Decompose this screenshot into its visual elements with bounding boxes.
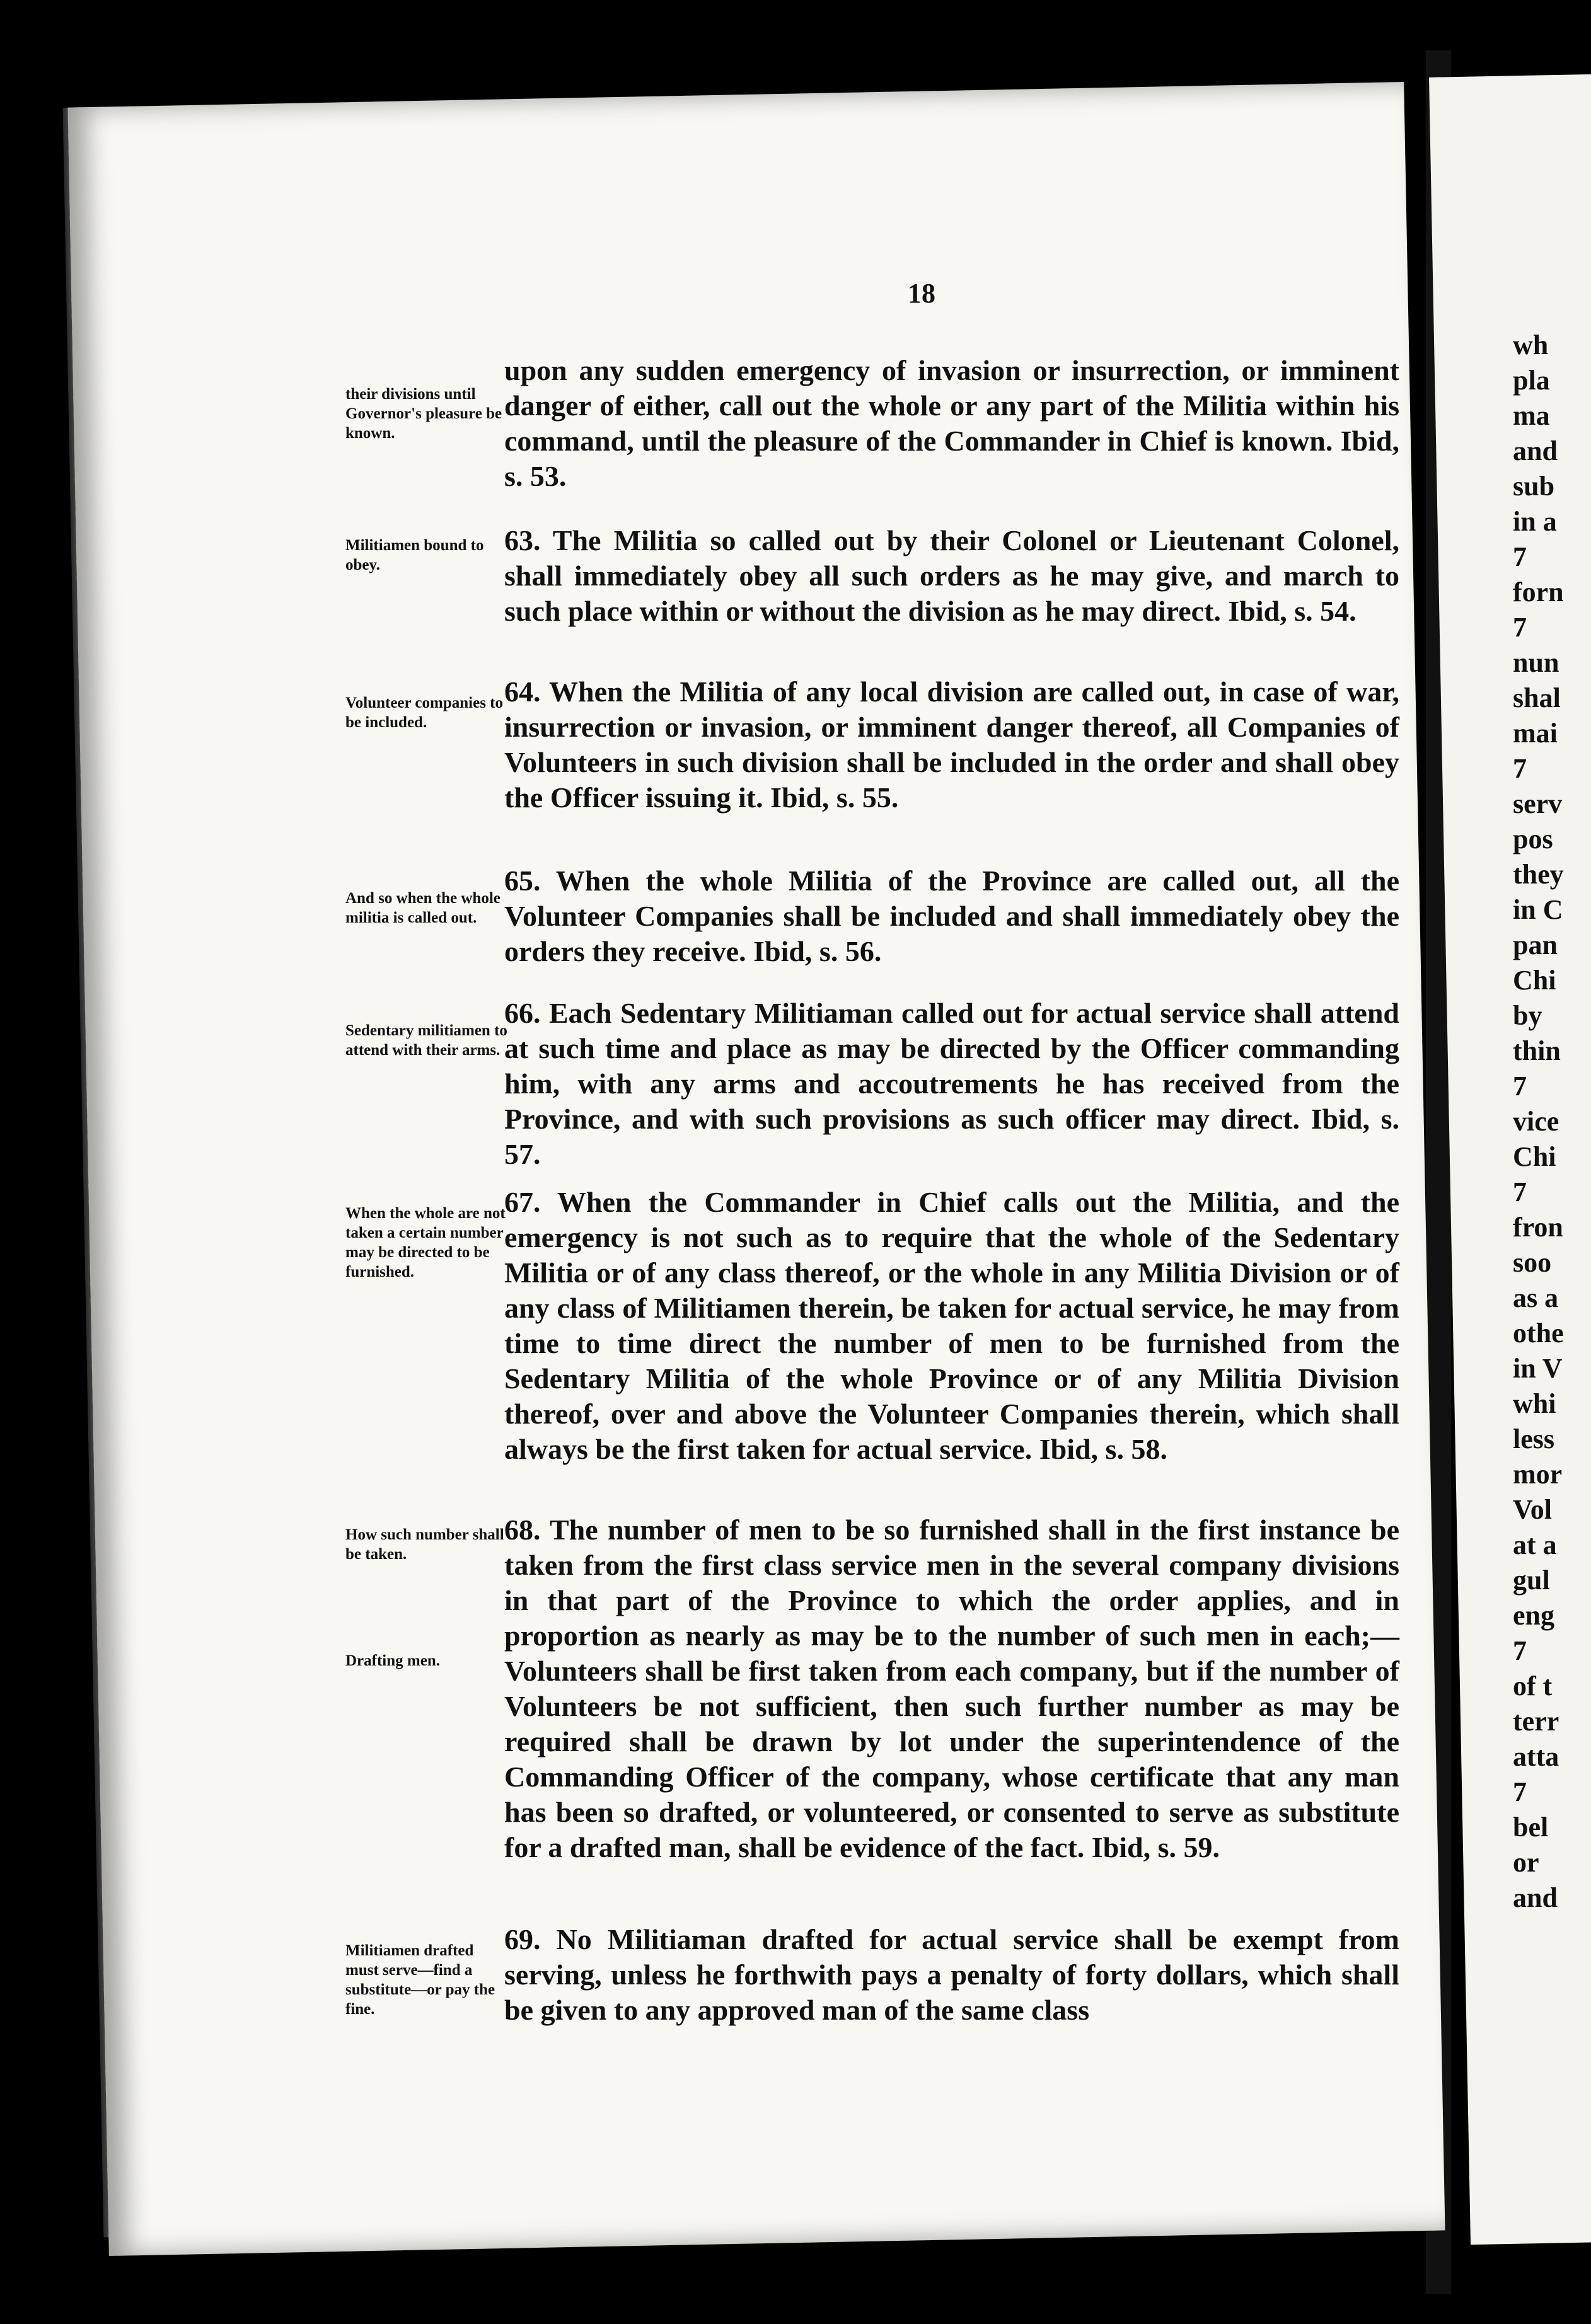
margin-note: How such number shall be taken. bbox=[345, 1526, 504, 1563]
fragment: gul bbox=[1513, 1565, 1550, 1596]
fragment: and bbox=[1513, 1882, 1558, 1913]
fragment: wh bbox=[1513, 330, 1549, 360]
fragment: less bbox=[1513, 1424, 1554, 1454]
margin-note: And so when the whole militia is called out. bbox=[345, 890, 500, 926]
fragment: bel bbox=[1513, 1812, 1549, 1843]
fragment: as a bbox=[1513, 1282, 1559, 1313]
section-paragraph: 67. When the Commander in Chief calls out the Militia, and the emergency is not such as to require that the whole of the Sedentary Militia or of any class thereof, or the whole in any Militia Division or of any class of Militiamen therein, be taken for actual service, he may from time to time direct the number of men to be furnished from the Sedentary Militia of the whole Province or of any Militia Division thereof, over and above the Volunteer Companies therein, which shall always be the first taken for actual service. Ibid, s. 58. bbox=[504, 1186, 1399, 1465]
fragment: othe bbox=[1513, 1318, 1564, 1349]
margin-note: When the whole are not taken a certain number may be directed to be furnished. bbox=[345, 1205, 506, 1280]
fragment: 7 bbox=[1513, 612, 1527, 643]
section-paragraph: 69. No Militiaman drafted for actual service shall be exempt from serving, unless he forthwith pays a penalty of forty dollars, which shall be given to any approved man of the same class bbox=[504, 1923, 1400, 2026]
fragment: pos bbox=[1513, 824, 1553, 854]
fragment: shal bbox=[1513, 682, 1561, 713]
fragment: pla bbox=[1513, 365, 1550, 396]
section-number: 64. bbox=[504, 676, 541, 708]
fragment: thin bbox=[1513, 1035, 1561, 1066]
fragment: in C bbox=[1513, 894, 1563, 925]
fragment: 7 bbox=[1513, 1776, 1527, 1807]
fragment: in V bbox=[1513, 1353, 1563, 1384]
fragment: or bbox=[1513, 1847, 1539, 1878]
fragment: fron bbox=[1513, 1212, 1563, 1243]
margin-note: Sedentary militiamen to attend with their arms. bbox=[345, 1022, 507, 1059]
fragment: 7 bbox=[1513, 1635, 1527, 1666]
fragment: soo bbox=[1513, 1247, 1552, 1278]
section-number: 65. bbox=[504, 865, 541, 897]
fragment: terr bbox=[1513, 1706, 1559, 1737]
fragment: 7 bbox=[1513, 1071, 1527, 1102]
section-paragraph: 64. When the Militia of any local division are called out, in case of war, insurrection or invasion, or imminent danger thereof, all Companies of Volunteers in such division shall be included in the order and shall obey the Officer issuing it. Ibid, s. 55. bbox=[504, 676, 1399, 814]
fragment: 7 bbox=[1513, 1176, 1527, 1207]
fragment: eng bbox=[1513, 1600, 1554, 1631]
page-number: 18 bbox=[908, 278, 935, 309]
section-number: 63. bbox=[504, 524, 541, 556]
fragment: atta bbox=[1513, 1741, 1559, 1772]
section-paragraph: 63. The Militia so called out by their Colonel or Lieutenant Colonel, shall immediately obey all such orders as he may give, and march to such place within or without the division as he may direct. Ibid, s. 54. bbox=[504, 524, 1399, 627]
fragment: 7 bbox=[1513, 753, 1527, 784]
fragment: and bbox=[1513, 435, 1558, 466]
fragment: of t bbox=[1513, 1671, 1553, 1701]
fragment: vice bbox=[1513, 1106, 1559, 1137]
fragment: sub bbox=[1513, 471, 1555, 502]
fragment: mai bbox=[1513, 718, 1558, 749]
fragment: they bbox=[1513, 859, 1564, 890]
fragment: Chi bbox=[1513, 965, 1556, 996]
fragment: by bbox=[1513, 1000, 1542, 1031]
section-paragraph: 66. Each Sedentary Militiaman called out for actual service shall attend at such time and place as may be directed by the Officer commanding him, with any arms and accoutrements he has received from the Province, and with such provisions as such officer may direct. Ibid, s. 57. bbox=[504, 997, 1400, 1170]
section-number: 69. bbox=[504, 1923, 541, 1955]
section-paragraph: 68. The number of men to be so furnished shall in the first instance be taken from the first class service men in the several company divisions in that part of the Province to which the order applies, and in proportion as nearly as may be to the number of such men in each;—Volunteers shall be first taken from each company, but if the number of Volunteers be not sufficient, then such further number as may be required shall be drawn by lot under the superintendence of the Commanding Officer of the company, whose certificate that any man has been so drafted, or volunteered, or consented to serve as substitute for a drafted man, shall be evidence of the fact. Ibid, s. 59. bbox=[504, 1514, 1399, 1863]
section-paragraph: 65. When the whole Militia of the Province are called out, all the Volunteer Companies shall be included and shall immediately obey the orders they receive. Ibid, s. 56. bbox=[504, 865, 1399, 967]
fragment: in a bbox=[1513, 506, 1557, 537]
fragment: at a bbox=[1513, 1529, 1557, 1560]
margin-note: Volunteer companies to be included. bbox=[345, 694, 503, 731]
facing-page-text bbox=[1513, 328, 1591, 1916]
fragment: serv bbox=[1513, 788, 1563, 819]
fragment: Vol bbox=[1513, 1494, 1552, 1525]
margin-note: their divisions until Governor's pleasure be known. bbox=[345, 386, 502, 442]
margin-note: Militiamen bound to obey. bbox=[345, 537, 484, 573]
fragment: whi bbox=[1513, 1388, 1556, 1419]
margin-note: Militiamen drafted must serve—find a substitute—or pay the fine. bbox=[345, 1942, 495, 2018]
section-paragraph: upon any sudden emergency of invasion or insurrection, or imminent danger of either, call out the whole or any part of the Militia within his command, until the pleasure of the Commander in Chief is known. Ibid, s. 53. bbox=[504, 354, 1399, 492]
fragment: nun bbox=[1513, 647, 1559, 678]
section-number: 66. bbox=[504, 997, 541, 1029]
fragment: pan bbox=[1513, 929, 1558, 960]
fragment: ma bbox=[1513, 400, 1550, 431]
section-number: 67. bbox=[504, 1186, 541, 1218]
margin-note: Drafting men. bbox=[345, 1652, 440, 1669]
fragment: 7 bbox=[1513, 541, 1527, 572]
fragment: mor bbox=[1513, 1459, 1563, 1490]
fragment: forn bbox=[1513, 577, 1564, 607]
section-number: 68. bbox=[504, 1514, 541, 1546]
fragment: Chi bbox=[1513, 1141, 1556, 1172]
